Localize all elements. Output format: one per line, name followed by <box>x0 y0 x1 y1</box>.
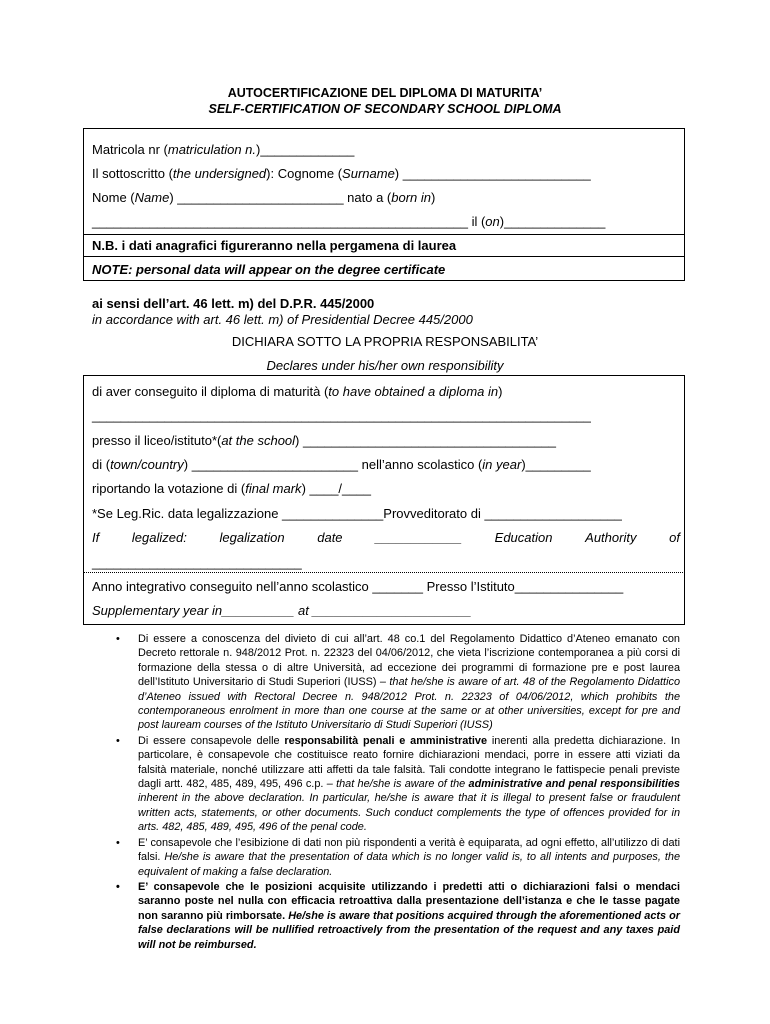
blank: )_____________ <box>256 142 355 157</box>
list-item <box>112 632 680 733</box>
word: Education <box>494 530 553 545</box>
declares-subheading: Declares under his/her own responsibility <box>266 358 504 373</box>
legalization-field[interactable]: *Se Leg.Ric. data legalizzazione ______________Provveditorato di ___________________ <box>92 506 622 521</box>
town-year-field[interactable] <box>92 457 591 472</box>
text-en: – that he/she is aware of the <box>326 778 469 791</box>
word: If <box>92 530 100 545</box>
note-italian: N.B. i dati anagrafici figureranno nella pergamena di laurea <box>92 238 457 253</box>
blank: ____________ <box>375 530 462 545</box>
text: inerenti alla predetta dichiarazione. In particolare, è consapevole che costituisce reato fornire dichiarazioni mendaci, porre in essere atti viziati da falsità materiale, nonché utilizzare atti affetti da tale falsità. Tali condotte integrano le fattispecie penali previste dagli artt. 482, 485, 489, 495, 496 c.p. <box>138 734 680 791</box>
label: Nome ( <box>92 190 135 205</box>
bullet: • <box>116 633 120 645</box>
word: of <box>669 530 680 545</box>
word: Authority <box>585 530 637 545</box>
declares-heading: DICHIARA SOTTO LA PROPRIA RESPONSABILITA’ <box>231 334 539 349</box>
declaration-list <box>112 632 680 953</box>
list-item <box>112 880 680 952</box>
matriculation-field[interactable] <box>92 142 354 157</box>
label: ) _______________________ nato a ( <box>169 190 392 205</box>
bullet: • <box>116 734 120 747</box>
label-en: at the school <box>221 433 296 448</box>
name-birthplace-field[interactable] <box>92 190 435 205</box>
text-en: – that he/she is aware of art. 48 of the Regolamento Didattico d’Ateneo issued with Rectoral Decree n. 948/2012 Prot. n. 22323 of 04/06/2012, which prohibits the contemporaneous enrolment in more than one course at the same or at other universities, except for pre and post lauream courses of the Istituto Universitario di Studi Superiori (IUSS) <box>138 676 680 732</box>
note-english: NOTE: personal data will appear on the degree certificate <box>92 262 446 277</box>
blank: )______________ <box>499 214 606 229</box>
label-en: to have obtained a diploma in <box>328 384 499 399</box>
label-en: town/country <box>110 457 184 472</box>
blank: ) ____/____ <box>301 481 371 496</box>
label: di aver conseguito il diploma di maturità ( <box>92 384 329 399</box>
blank: ) ___________________________________ <box>295 433 557 448</box>
divider <box>83 234 685 235</box>
word: legalized: <box>131 530 187 545</box>
label: ) <box>431 190 436 205</box>
text-bold: responsabilità penali e amministrative <box>284 734 488 747</box>
label-en: Surname <box>342 166 395 181</box>
word: legalization <box>219 530 285 545</box>
dotted-divider <box>83 572 685 573</box>
text-en: He/she is aware that positions acquired through the aforementioned acts or false declarations will be nullified retroactively from the presentation of the request and any taxes paid will not be reimbursed. <box>138 909 680 951</box>
label-en: Name <box>134 190 170 205</box>
title-italian: AUTOCERTIFICAZIONE DEL DIPLOMA DI MATURITA’ <box>227 86 543 100</box>
word: date <box>317 530 343 545</box>
label: Il sottoscritto ( <box>92 166 173 181</box>
label: presso il liceo/istituto*( <box>92 433 222 448</box>
title-english: SELF-CERTIFICATION OF SECONDARY SCHOOL DIPLOMA <box>208 102 562 116</box>
label: ) _______________________ nell’anno scolastico ( <box>183 457 483 472</box>
text-en: inherent in the above declaration. In particular, he/she is aware that it is illegal to present false or fraudulent written acts, statements, or other documents. Such conduct complements the type of offences provided for in arts. 482, 485, 489, 495, 496 of the penal code. <box>138 792 680 834</box>
text: E’ consapevole che le posizioni acquisite utilizzando i predetti atti o dichiarazioni falsi o mendaci saranno poste nel nulla con efficacia retroattiva dalla presentazione dell’istanza e che le tasse pagate non saranno più rimborsate. <box>138 880 680 922</box>
text: Di essere a conoscenza del divieto di cui all’art. 48 co.1 del Regolamento Didattico d’Ateneo emanato con Decreto rettorale n. 948/2012 Prot. n. 22323 del 04/06/2012, che vieta l’iscrizione contemporanea a più corsi di formazione della stessa o di altre Università, ad eccezione dei programmi di formazione pre e post laurea dell’Istituto Universitario di Studi Superiori (IUSS) <box>138 633 680 689</box>
blank: )_________ <box>521 457 591 472</box>
label: Matricola nr ( <box>92 142 168 157</box>
text-en: He/she is aware that the presentation of data which is no longer valid is, to all intents and purposes, the equivalent of making a false declaration. <box>138 851 681 878</box>
label-en: the undersigned <box>172 166 267 181</box>
final-mark-field[interactable] <box>92 481 371 496</box>
blank: ) __________________________ <box>394 166 591 181</box>
birth-date-field[interactable] <box>92 214 605 229</box>
label-en: on <box>485 214 500 229</box>
label: di ( <box>92 457 111 472</box>
legalization-english-blank[interactable]: _____________________________ <box>92 555 302 570</box>
legal-reference-english: in accordance with art. 46 lett. m) of Presidential Decree 445/2000 <box>92 312 473 327</box>
text-en-bold: administrative and penal responsibilities <box>468 778 680 791</box>
school-field[interactable] <box>92 433 556 448</box>
label-en: matriculation n. <box>167 142 257 157</box>
supplementary-year-italian[interactable]: Anno integrativo conseguito nell’anno scolastico _______ Presso l’Istituto_______________ <box>92 579 624 594</box>
label-en: born in <box>391 190 431 205</box>
label: ): Cognome ( <box>266 166 343 181</box>
label: riportando la votazione di ( <box>92 481 246 496</box>
label: ) <box>498 384 503 399</box>
text: Di essere consapevole delle <box>138 734 285 747</box>
label-en: final mark <box>245 481 302 496</box>
supplementary-year-english[interactable]: Supplementary year in__________ at ______________________ <box>92 603 472 618</box>
text: E’ consapevole che l’esibizione di dati non più rispondenti a verità è equiparata, ad ogni effetto, all’utilizzo di dati falsi. <box>138 836 680 864</box>
blank: ____________________________________________________ il ( <box>92 214 486 229</box>
bullet: • <box>116 880 120 893</box>
surname-field[interactable] <box>92 166 591 181</box>
divider <box>83 256 685 257</box>
diploma-obtained-field[interactable] <box>92 384 502 399</box>
legal-reference-italian: ai sensi dell’art. 46 lett. m) del D.P.R. 445/2000 <box>92 296 375 311</box>
legalization-english-line <box>92 530 680 545</box>
list-item <box>112 836 680 879</box>
diploma-blank-line[interactable]: _____________________________________________________________________ <box>92 408 591 423</box>
bullet: • <box>116 836 120 849</box>
list-item <box>112 734 680 835</box>
label-en: in year <box>482 457 522 472</box>
